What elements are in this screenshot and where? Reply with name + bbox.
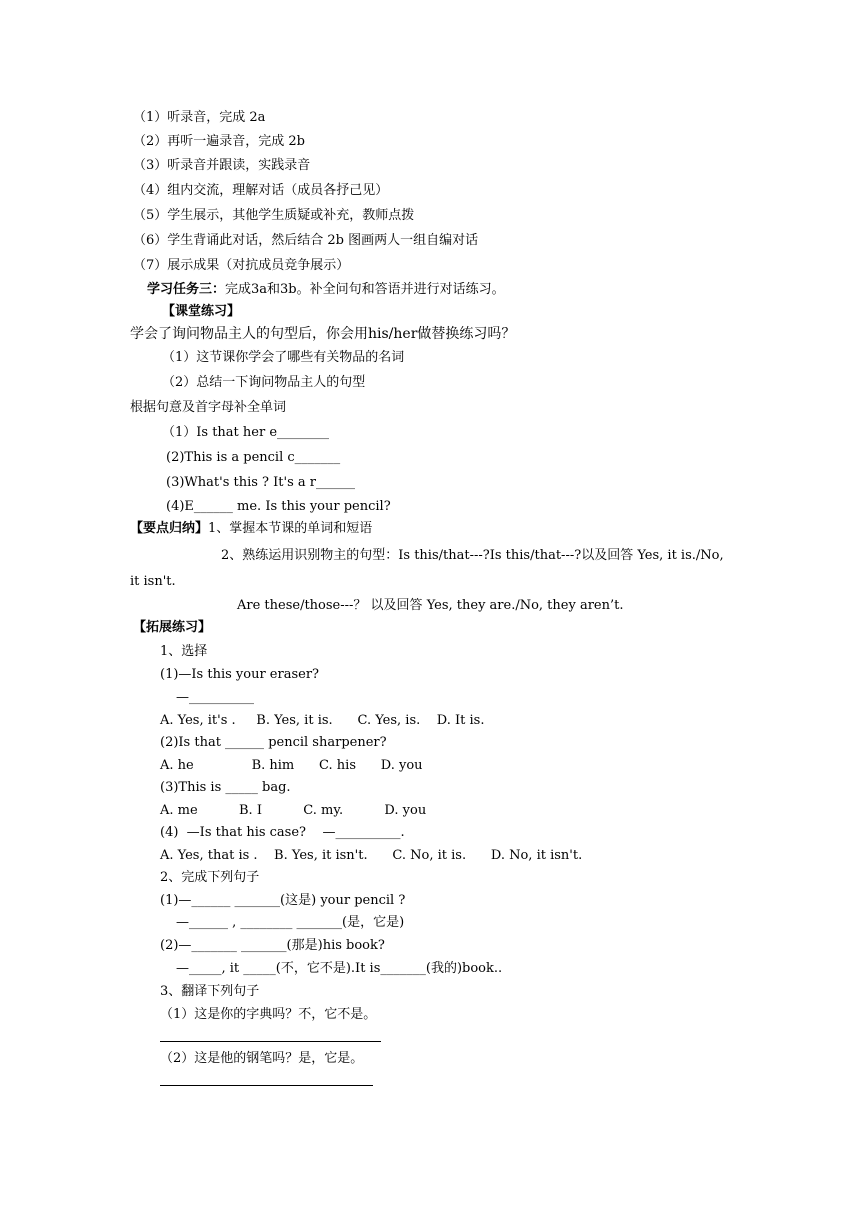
complete-2: (2)—_______ _______(那是)his book? — [160, 938, 385, 953]
mc-q1: (1)—Is this your eraser? — [160, 667, 320, 682]
step-2: （2）再听一遍录音，完成 2b — [133, 134, 305, 149]
extension-heading: 【拓展练习】 — [133, 620, 212, 635]
mc-q1-options: A. Yes, it's . B. Yes, it is. C. Yes, is. D. It is. — [160, 713, 485, 728]
task3-text: 完成3a和3b。补全问句和答语并进行对话练习。 — [225, 282, 505, 297]
step-7: （7）展示成果（对抗成员竞争展示） — [133, 258, 350, 273]
task3-line — [147, 282, 505, 298]
fill-1: （1）Is that her e________ — [162, 425, 330, 440]
summary-heading: 【要点归纳】 — [130, 521, 209, 536]
classroom-q2: （2）总结一下询问物品主人的句型 — [162, 375, 366, 390]
step-6: （6）学生背诵此对话，然后结合 2b 图画两人一组自编对话 — [133, 233, 479, 248]
mc-q2-options: A. he B. him C. his D. you — [160, 758, 423, 773]
task3-label: 学习任务三： — [147, 282, 226, 297]
summary-point-2: 2、熟练运用识别物主的句型：Is this/that---?Is this/that---?以及回答 Yes, it is./No, — [221, 548, 724, 563]
section-3-title: 3、翻译下列句子 — [160, 984, 260, 999]
mc-q4-options: A. Yes, that is . B. Yes, it isn't. C. No, it is. D. No, it isn't. — [160, 848, 583, 863]
fill-3: (3)What's this ? It's a r______ — [166, 475, 355, 490]
mc-q3: (3)This is _____ bag. — [160, 780, 291, 795]
translate-2: （2）这是他的钢笔吗？是，它是。 — [160, 1051, 364, 1066]
classroom-q1: （1）这节课你学会了哪些有关物品的名词 — [162, 350, 405, 365]
answer-line-1 — [160, 1041, 381, 1042]
step-3: （3）听录音并跟读，实践录音 — [133, 158, 311, 173]
mc-q2: (2)Is that ______ pencil sharpener? — [160, 735, 387, 750]
summary-point-2-cont: it isn't. — [130, 574, 176, 589]
step-1: （1）听录音，完成 2a — [133, 110, 266, 125]
answer-line-2 — [160, 1085, 373, 1086]
classroom-intro: 学会了询问物品主人的句型后，你会用his/her做替换练习吗？ — [130, 326, 516, 342]
summary-line-1 — [130, 521, 372, 537]
complete-2-answer: —_____, it _____(不，它不是).It is_______(我的)book.. — [176, 961, 503, 976]
classroom-heading: 【课堂练习】 — [162, 304, 241, 319]
section-1-title: 1、选择 — [160, 644, 208, 659]
mc-q1-answer: —__________ — [176, 690, 254, 705]
mc-q4: (4) —Is that his case? —__________. — [160, 825, 405, 840]
fill-4: (4)E______ me. Is this your pencil? — [166, 499, 391, 514]
summary-point-1: 1、掌握本节课的单词和短语 — [208, 521, 373, 536]
translate-1: （1）这是你的字典吗？不，它不是。 — [160, 1007, 377, 1022]
fill-2: (2)This is a pencil c_______ — [166, 450, 341, 465]
summary-point-3: Are these/those---？ 以及回答 Yes, they are./No, they aren’t. — [237, 598, 624, 613]
step-4: （4）组内交流，理解对话（成员各抒己见） — [133, 183, 389, 198]
complete-1-answer: —______ , ________ _______(是，它是) — [176, 915, 405, 930]
mc-q3-options: A. me B. I C. my. D. you — [160, 803, 427, 818]
section-2-title: 2、完成下列句子 — [160, 870, 260, 885]
complete-1: (1)—______ _______(这是) your pencil ? — [160, 893, 406, 908]
step-5: （5）学生展示，其他学生质疑或补充，教师点拨 — [133, 208, 415, 223]
fill-title: 根据句意及首字母补全单词 — [130, 400, 287, 415]
